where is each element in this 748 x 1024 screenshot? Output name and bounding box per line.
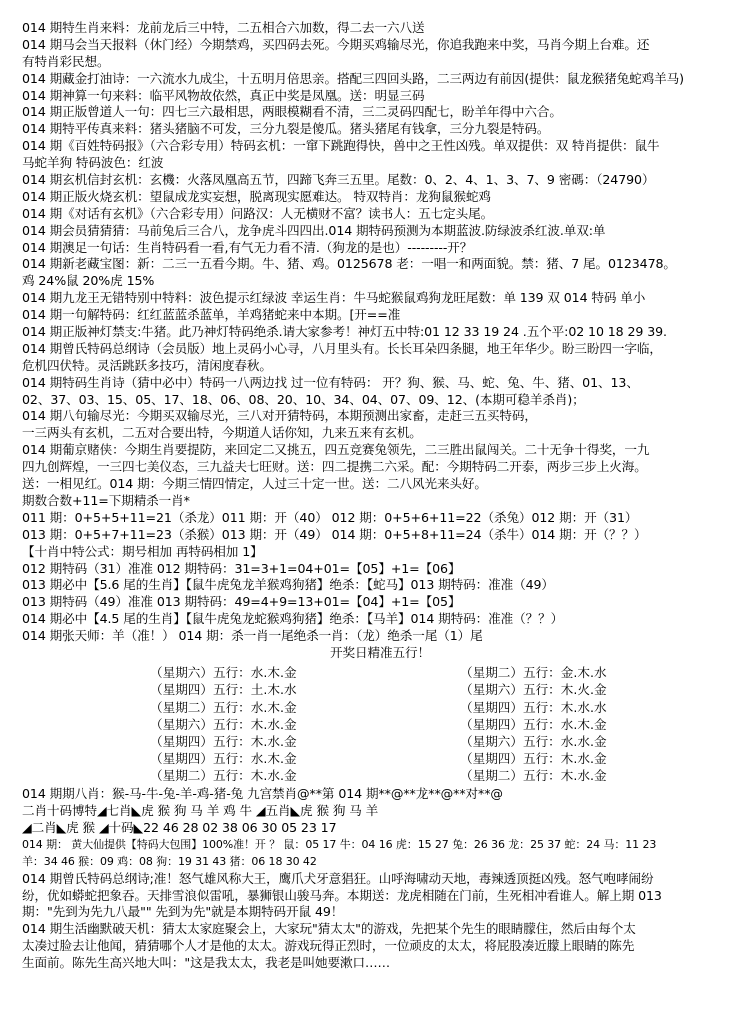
text-line: 014 期《百姓特码报》（六合彩专用）特码玄机：一窜下跳跑得快，兽中之王性凶残。单双提供：双 特肖提供：鼠牛 (22, 138, 660, 154)
text-line: 014 期神算一句来料：临平风物故依然，真正中奖是凤凰。送：明显三码 (22, 87, 425, 103)
text-line: 014 期曾氏特码总纲诗（会员版）地上灵码小心寻，八月里头有。长长耳朵四条腿，地王年华少。盼三盼四一字临， (22, 340, 662, 356)
wuxing-row-left: （星期四）五行：土.木.水 (150, 682, 297, 698)
text-line: ◢二肖◣虎 猴 ◢十码◣22 46 28 02 38 06 30 05 23 17 (22, 820, 337, 836)
wuxing-row-right: （星期二）五行：木.水.金 (460, 768, 607, 784)
text-line: 014 期正版曾道人一句：四七三六最相思，两眼模糊看不清，三二灵码四配七，盼羊年得中六合。 (22, 104, 562, 120)
text-line: 012 期特码（31）准准 012 期特码：31=3+1=04+01=【05】+1=【06】 (22, 560, 461, 576)
text-line: 马蛇羊狗 特码波色：红波 (22, 155, 164, 171)
text-line: 014 期葡京赌侠：今期生肖要提防，来回定二又挑五，四五竞赛兔领先，二三胜出鼠闯关。二十无争十得奖，一九 (22, 442, 650, 458)
text-line: 013 期特码（49）准准 013 期特码：49=4+9=13+01=【04】+1=【05】 (22, 594, 461, 610)
wuxing-row-left: （星期二）五行：木.水.金 (150, 768, 297, 784)
wuxing-row-left: （星期六）五行：水.木.金 (150, 665, 297, 681)
wuxing-row-left: （星期六）五行：木.水.金 (150, 716, 297, 732)
wuxing-spacer (22, 662, 738, 786)
wuxing-row-right: （星期六）五行：水.水.金 (460, 734, 607, 749)
text-line: 014 期期八肖：猴-马-牛-兔-羊-鸡-猪-兔 九宫禁肖@**第 014 期**@**龙**@**对**@ (22, 786, 503, 802)
text-line: 02、37、03、15、05、17、18、06、08、20、10、34、04、07、09、12、(本期可稳羊杀肖)； (22, 391, 585, 407)
text-line: 014 期玄机信封玄机：玄機：火落凤凰高五节，四蹄飞奔三五里。尾数：0、2、4、1、3、7、9 密碼：（24790） (22, 172, 655, 188)
text-line: 014 期新老藏宝图：新：二三一五看今期。牛、猪、鸡。0125678 老：一唱一和两面貌。禁：猪、7 尾。0123478。 (22, 256, 676, 272)
text-line: 014 期澳足一句话：生肖特码看一看,有气无力看不清.（狗龙的是也）---------开？ (22, 239, 473, 255)
text-line: 送：一相见红。014 期：今期三情四情定，人过三十定一世。送：二八风光来头好。 (22, 476, 487, 492)
text-line: 014 期正版神灯禁支:牛猪。此乃神灯特码绝杀.请大家参考！神灯五中特:01 12 33 19 24 .五个平:02 10 18 29 39. (22, 324, 667, 340)
text-line: 二肖十码博特◢七肖◣虎 猴 狗 马 羊 鸡 牛 ◢五肖◣虎 猴 狗 马 羊 (22, 803, 379, 819)
text-line: 014 期生活幽默破天机：猜太太家庭聚会上，大家玩"猜太太"的游戏，先把某个先生的眼睛朦住，然后由每个太 (22, 921, 636, 937)
text-line: 014 期九龙王无错特别中特料：波色提示红绿波 幸运生肖：牛马蛇猴鼠鸡狗龙旺尾数：单 139 双 014 特码 单小 (22, 290, 646, 306)
wuxing-row-right: （星期六）五行：木.火.金 (460, 682, 607, 698)
wuxing-row-right: （星期四）五行：水.木.金 (460, 716, 607, 732)
text-line: 【十肖中特公式：期号相加 再特码相加 1】 (22, 543, 263, 559)
text-line: 太凑过脸去让他闻，猜猜哪个人才是他的太太。游戏玩得正烈时，一位顽皮的太太，将屁股凑近朦上眼睛的陈先 (22, 938, 635, 954)
text-line: 014 期正版火烧玄机：望鼠成龙实妄想，脱离现实愿难达。 特双特肖：龙狗鼠猴蛇鸡 (22, 188, 491, 204)
text-line: 危机四伏特。灵活跳跃多技巧，清闲度春秋。 (22, 357, 272, 373)
text-line: 开奖日精准五行！ (330, 644, 430, 660)
text-line: 四九创辉煌，一三四七美仪态，三九益夫七旺财。送：四二提携二六采。配：今期特码二开泰，两步三步上火海。 (22, 459, 647, 475)
text-line: 014 期特生肖来料：龙前龙后三中特，二五相合六加数，得二去一六八送 (22, 20, 425, 35)
text-line: 期："先到为先九八最"" 先到为先"就是本期特码开鼠 49！ (22, 904, 344, 920)
wuxing-row-right: （星期四）五行：木.水.金 (460, 751, 607, 767)
text-line: 生面前。陈先生高兴地大叫："这是我太太，我老是叫她要漱口…… (22, 955, 391, 971)
text-line: 鸡 24%鼠 20%虎 15% (22, 273, 155, 289)
text-lines (22, 20, 738, 972)
wuxing-row-left: （星期四）五行：木.水.金 (150, 734, 297, 749)
text-line: 013 期：0+5+7+11=23（杀猴）013 期：开（49） 014 期：0+5+8+11=24（杀牛）014 期：开（？？） (22, 526, 647, 542)
wuxing-row-left: （星期四）五行：水.木.金 (150, 751, 297, 767)
text-line: 014 期张天师：羊（准！） 014 期：杀一肖一尾绝杀一肖：（龙）绝杀一尾（1）尾 (22, 628, 483, 644)
text-line: 014 期会员猜猜猜：马前兔后三合八，龙争虎斗四四出.014 期特码预测为本期蓝波.防绿波杀红波.单双:单 (22, 222, 606, 238)
wuxing-row-right: （星期四）五行：木.水.水 (460, 699, 607, 715)
text-line: 014 期《对话有玄机》（六合彩专用）问路汉：人无横财不富？读书人：五七定头尾。 (22, 205, 494, 221)
text-line: 014 期特码生肖诗（猜中必中）特码一八两边找 过一位有特码： 开？狗、猴、马、蛇、兔、牛、猪、01、13、 (22, 374, 639, 390)
text-line: 014 期一句解特码：红红蓝蓝杀蓝单，羊鸡猪蛇来中本期。[开==准 (22, 307, 401, 323)
text-line: 013 期必中【5.6 尾的生肖】【鼠牛虎兔龙羊猴鸡狗猪】绝杀：【蛇马】013 期特码：准准（49） (22, 577, 554, 593)
wuxing-row-left: （星期二）五行：水.木.金 (150, 699, 297, 715)
text-line: 014 期八句输尽光：今期买双输尽光，三八对开猜特码，本期预测出家畜，走赶三五买特码， (22, 408, 537, 424)
wuxing-row-right: （星期二）五行：金.木.水 (460, 665, 607, 681)
text-line: 014 期藏金打油诗：一六流水九成尘，十五明月倍思亲。搭配三四回头路，二三两边有前因(提供：鼠龙猴猪兔蛇鸡羊马) (22, 70, 684, 86)
text-line: 014 期曾氏特码总纲诗;准！怒气雄风称大王，鹰爪犬牙意猖狂。山呼海啸动天地，毒辣透顶挺凶残。怒气咆哮闹纷 (22, 870, 654, 886)
text-line: 期数合数+11=下期精杀一肖* (22, 492, 190, 508)
text-line: 011 期：0+5+5+11=21（杀龙）011 期：开（40） 012 期：0+5+6+11=22（杀兔）012 期：开（31） (22, 509, 638, 525)
text-line: 羊：34 46 猴：09 鸡：08 狗：19 31 43 猪：06 18 30 42 (22, 854, 317, 868)
text-line: 有特肖彩民想。 (22, 53, 110, 69)
text-line: 一三两头有玄机，二五对合要出特，今期道人话你知，九来五来有玄机。 (22, 425, 422, 441)
text-line: 014 期： 黄大仙提供【特码大包围】100%准！开 ？ 鼠：05 17 牛：04 16 虎：15 27 兔：26 36 龙：25 37 蛇：24 马：11 23 (22, 837, 657, 851)
text-line: 014 期特平传真来料：猪头猪脑不可发，三分九裂是傻瓜。猪头猪尾有钱拿，三分九裂是特码。 (22, 121, 550, 137)
text-line: 014 期马会当天报料（休门经）今期禁鸡，买四码去死。今期买鸡输尽光，你追我跑来中奖，马肖今期上台难。还 (22, 36, 650, 52)
text-line: 纷，优如蟒蛇把象吞。天排雪浪似雷吼，暴狮银山骏马奔。本期送：龙虎相随在门前，生死相冲看谁人。解上期 013 (22, 887, 662, 903)
text-line: 014 期必中【4.5 尾的生肖】【鼠牛虎兔龙蛇猴鸡狗猪】绝杀：【马羊】014 期特码：准准（？？） (22, 611, 564, 627)
